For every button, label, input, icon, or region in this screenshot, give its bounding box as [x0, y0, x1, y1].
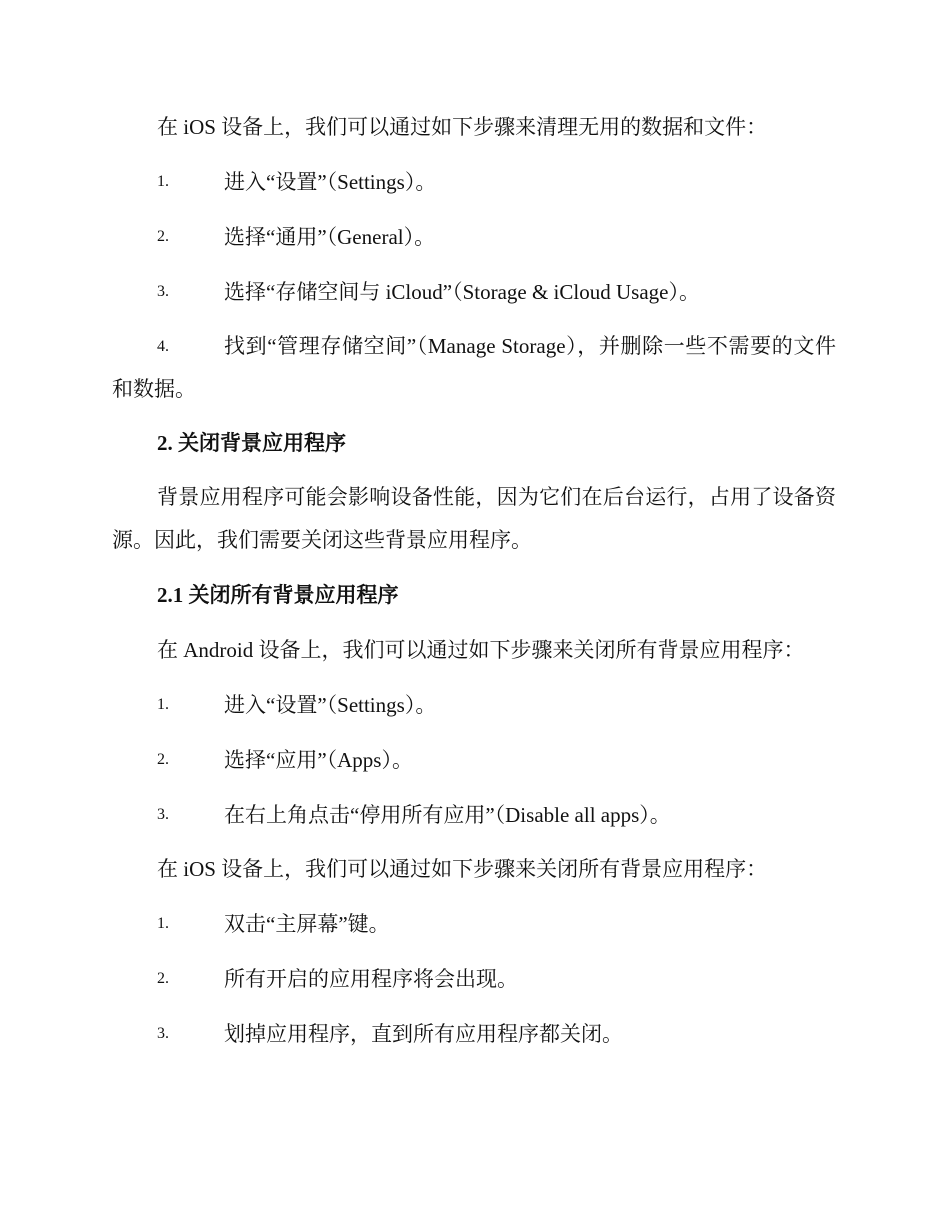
android-close-step-2-number: 2.	[157, 751, 169, 768]
section-2-body: 背景应用程序可能会影响设备性能，因为它们在后台运行，占用了设备资源。因此，我们需要关闭这些背景应用程序。	[112, 485, 836, 552]
intro-android-close: 在 Android 设备上，我们可以通过如下步骤来关闭所有背景应用程序：	[157, 638, 805, 662]
section-2-1-heading: 2.1 关闭所有背景应用程序	[157, 583, 399, 607]
ios-cleanup-step-4: 找到“管理存储空间”（Manage Storage），并删除一些不需要的文件和数据。	[112, 334, 836, 401]
ios-close-step-3-number: 3.	[157, 1025, 169, 1042]
ios-close-step-1: 双击“主屏幕”键。	[224, 912, 390, 936]
intro-ios-cleanup: 在 iOS 设备上，我们可以通过如下步骤来清理无用的数据和文件：	[157, 115, 768, 139]
ios-close-step-1-number: 1.	[157, 915, 169, 932]
ios-cleanup-step-2: 选择“通用”（General）。	[224, 225, 436, 249]
ios-close-step-3: 划掉应用程序，直到所有应用程序都关闭。	[224, 1022, 623, 1046]
section-2-heading: 2. 关闭背景应用程序	[157, 431, 346, 455]
ios-close-step-2: 所有开启的应用程序将会出现。	[224, 967, 518, 991]
android-close-step-3: 在右上角点击“停用所有应用”（Disable all apps）。	[224, 803, 671, 827]
android-close-step-3-number: 3.	[157, 806, 169, 823]
ios-cleanup-step-4-number: 4.	[157, 338, 169, 355]
android-close-step-1: 进入“设置”（Settings）。	[224, 693, 437, 717]
ios-cleanup-step-3-number: 3.	[157, 283, 169, 300]
ios-cleanup-step-1-number: 1.	[157, 173, 169, 190]
android-close-step-1-number: 1.	[157, 696, 169, 713]
intro-ios-close: 在 iOS 设备上，我们可以通过如下步骤来关闭所有背景应用程序：	[157, 857, 768, 881]
ios-cleanup-step-2-number: 2.	[157, 228, 169, 245]
android-close-step-2: 选择“应用”（Apps）。	[224, 748, 413, 772]
ios-cleanup-step-1: 进入“设置”（Settings）。	[224, 170, 437, 194]
ios-cleanup-step-3: 选择“存储空间与 iCloud”（Storage & iCloud Usage）。	[224, 280, 700, 304]
ios-close-step-2-number: 2.	[157, 970, 169, 987]
